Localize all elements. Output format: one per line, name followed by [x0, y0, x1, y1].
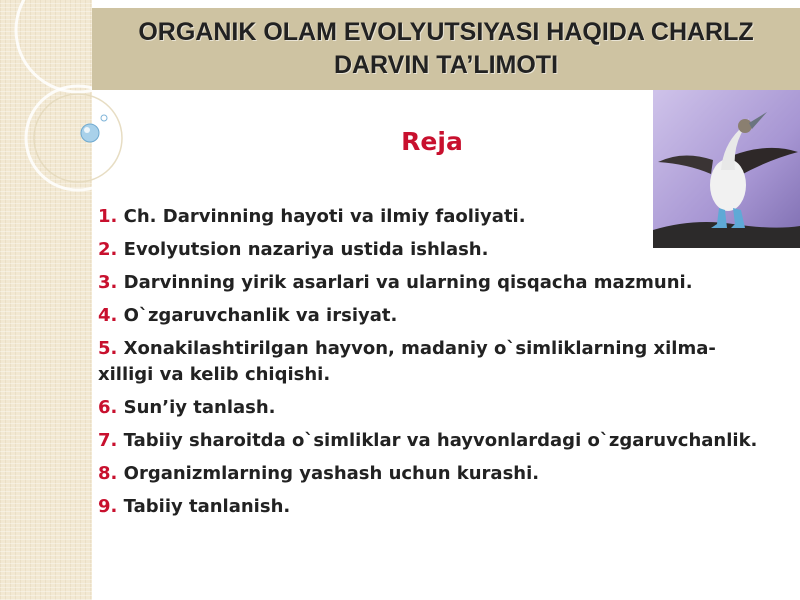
slide-title: ORGANIK OLAM EVOLYUTSIYASI HAQIDA CHARLZ DARVIN TA’LIMOTI: [138, 18, 754, 79]
item-text: O`zgaruvchanlik va irsiyat.: [123, 305, 398, 326]
list-item: [98, 428, 758, 454]
list-item: [98, 237, 758, 263]
item-text: Tabiiy tanlanish.: [123, 496, 291, 517]
plan-list: [98, 204, 758, 527]
item-number: 2.: [98, 239, 118, 260]
item-text: Evolyutsion nazariya ustida ishlash.: [123, 239, 489, 260]
item-text: Sun’iy tanlash.: [123, 397, 276, 418]
list-item: [98, 303, 758, 329]
list-item: [98, 395, 758, 421]
title-band: [92, 8, 800, 90]
item-text: Darvinning yirik asarlari va ularning qisqacha mazmuni.: [123, 272, 693, 293]
item-text: Xonakilashtirilgan hayvon, madaniy o`simliklarning xilma- xilligi va kelib chiqishi.: [98, 338, 716, 385]
left-decor-panel: [0, 0, 92, 600]
plan-heading: Reja: [401, 127, 463, 156]
item-number: 4.: [98, 305, 118, 326]
item-number: 6.: [98, 397, 118, 418]
item-number: 9.: [98, 496, 118, 517]
list-item: [98, 336, 758, 388]
item-number: 7.: [98, 430, 118, 451]
item-number: 1.: [98, 206, 118, 227]
item-text: Ch. Darvinning hayoti va ilmiy faoliyati.: [123, 206, 526, 227]
item-number: 3.: [98, 272, 118, 293]
list-item: [98, 270, 758, 296]
item-number: 8.: [98, 463, 118, 484]
list-item: [98, 204, 758, 230]
list-item: [98, 461, 758, 487]
item-text: Organizmlarning yashash uchun kurashi.: [123, 463, 540, 484]
list-item: [98, 494, 758, 520]
item-text: Tabiiy sharoitda o`simliklar va hayvonlardagi o`zgaruvchanlik.: [123, 430, 758, 451]
item-number: 5.: [98, 338, 118, 359]
